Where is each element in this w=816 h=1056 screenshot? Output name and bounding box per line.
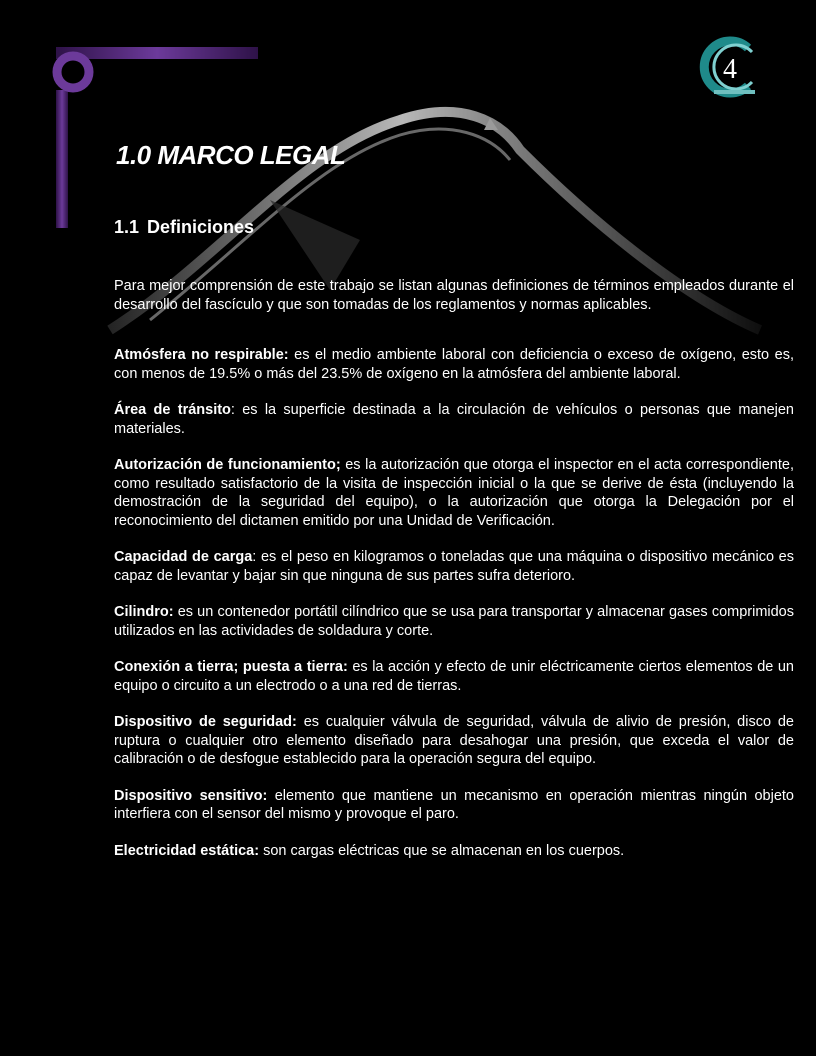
definition-item bbox=[114, 346, 794, 383]
definition-item bbox=[114, 713, 794, 769]
definition-text: : es el peso en kilogramos o toneladas que una máquina o dispositivo mecánico es capaz de levantar y bajar sin que ninguna de sus partes sufra deterioro. bbox=[114, 549, 794, 584]
definition-text: : es la superficie destinada a la circulación de vehículos o personas que manejen materiales. bbox=[114, 402, 794, 437]
definition-term: Atmósfera no respirable: bbox=[114, 347, 289, 363]
definition-item bbox=[114, 787, 794, 824]
definition-text: es un contenedor portátil cilíndrico que se usa para transportar y almacenar gases comprimidos utilizados en las actividades de soldadura y corte. bbox=[114, 604, 794, 639]
definition-term: Área de tránsito bbox=[114, 402, 231, 418]
definition-item bbox=[114, 456, 794, 530]
definition-text: es cualquier válvula de seguridad, válvula de alivio de presión, disco de ruptura o cualquier otro elemento diseñado para desahogar una presión, que exceda el valor de calibración o de desfogue establecido para la operación segura del equipo. bbox=[114, 714, 794, 767]
intro-paragraph: Para mejor comprensión de este trabajo se listan algunas definiciones de términos empleados durante el desarrollo del fascículo y que son tomadas de los reglamentos y normas aplicables. bbox=[114, 278, 794, 313]
definition-term: Autorización de funcionamiento; bbox=[114, 457, 341, 473]
definition-item bbox=[114, 658, 794, 695]
definition-term: Dispositivo sensitivo: bbox=[114, 787, 268, 804]
definition-term: Dispositivo de seguridad: bbox=[114, 714, 297, 730]
document-body bbox=[114, 277, 794, 878]
definition-term: Conexión a tierra; puesta a tierra: bbox=[114, 659, 348, 675]
definition-item bbox=[114, 603, 794, 640]
definition-text: elemento que mantiene un mecanismo en operación mientras ningún objeto interfiera con el sensor del mismo y provoque el paro. bbox=[114, 787, 794, 822]
page-title: 1.0 MARCO LEGAL bbox=[116, 140, 346, 170]
definition-term: Cilindro: bbox=[114, 604, 174, 620]
purple-corner-bracket bbox=[56, 47, 258, 228]
definition-text: es la acción y efecto de unir eléctricamente ciertos elementos de un equipo o circuito a un electrodo o a una red de tierras. bbox=[114, 659, 794, 694]
definition-term: Electricidad estática: bbox=[114, 842, 260, 859]
section-title: 1.1 Definiciones bbox=[114, 217, 255, 237]
definition-item bbox=[114, 401, 794, 438]
definition-item bbox=[114, 842, 794, 861]
definition-text: son cargas eléctricas que se almacenan en los cuerpos. bbox=[259, 842, 625, 859]
definition-item bbox=[114, 548, 794, 585]
definition-term: Capacidad de carga bbox=[114, 549, 253, 565]
chapter-number: 4 bbox=[723, 54, 737, 85]
definition-text: es la autorización que otorga el inspector en el acta correspondiente, como resultado satisfactorio de la visita de inspección inicial o la que se derive de ésta (incluyendo la demostración de la seguridad del equipo), o la autorización que otorga la Delegación por el reconocimiento del dictamen emitido por una Unidad de Verificación. bbox=[114, 457, 794, 529]
definition-text: es el medio ambiente laboral con deficiencia o exceso de oxígeno, esto es, con menos de 19.5% o más del 23.5% de oxígeno en la atmósfera del ambiente laboral. bbox=[114, 347, 794, 382]
